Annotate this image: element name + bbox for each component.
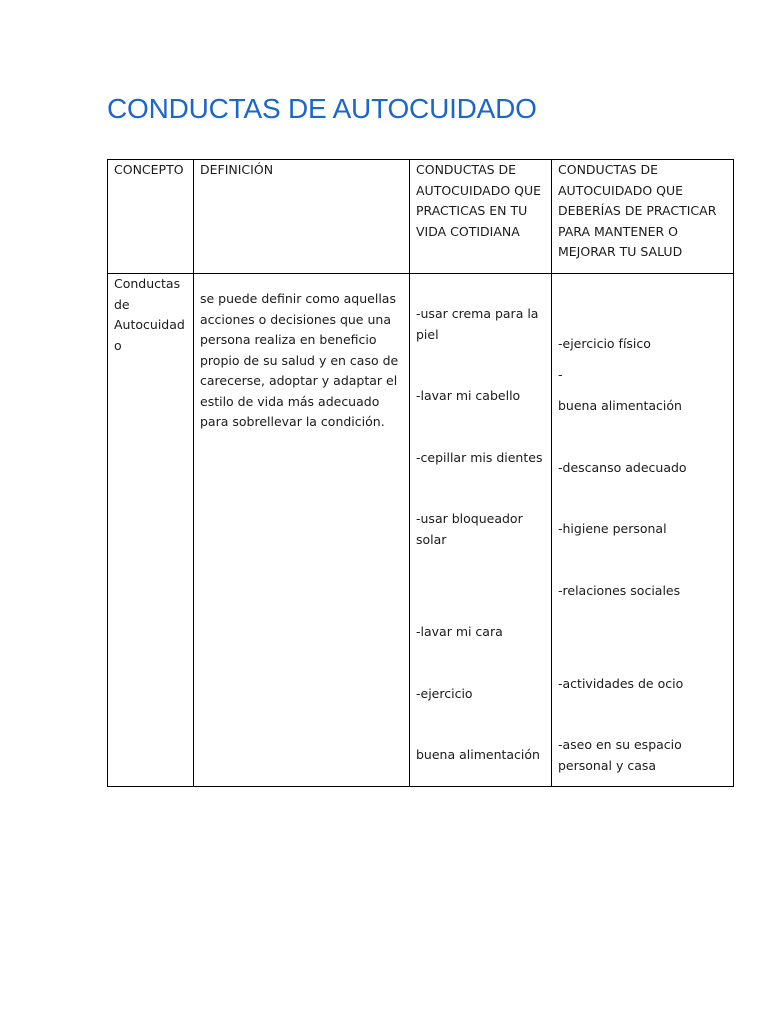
header-practicas [410,160,552,274]
header-definicion-label: DEFINICIÓN [200,162,274,177]
practices-cell [410,274,552,787]
header-deberias-label: CONDUCTAS DE AUTOCUIDADO QUE DEBERÍAS DE PRACTICAR PARA MANTENER O MEJORAR TU SALUD [558,162,717,259]
header-definicion [194,160,410,274]
practice-item: -lavar mi cabello [416,388,521,403]
practice-item: -usar bloqueador solar [416,511,523,547]
should-practice-item: -aseo en su espacio personal y casa [558,737,682,773]
should-practice-item: -ejercicio físico [558,336,651,351]
practice-item: -ejercicio [416,686,473,701]
table-header-row [108,160,734,274]
should-practice-item: -higiene personal [558,521,667,536]
should-practice-cell [552,274,734,787]
concept-cell [108,274,194,787]
should-practice-item: -descanso adecuado [558,460,687,475]
practice-item: -cepillar mis dientes [416,450,543,465]
self-care-table [107,159,734,787]
header-practicas-label: CONDUCTAS DE AUTOCUIDADO QUE PRACTICAS EN TU VIDA COTIDIANA [416,162,542,239]
practice-item: buena alimentación [416,747,540,762]
document-title: CONDUCTAS DE AUTOCUIDADO [107,93,537,124]
header-deberias [552,160,734,274]
definition-cell [194,274,410,787]
practice-item: -lavar mi cara [416,624,503,639]
table-row [108,274,734,787]
should-practice-item: buena alimentación [558,398,682,413]
definition-text: se puede definir como aquellas acciones o decisiones que una persona realiza en beneficio propio de su salud y en caso de carecerse, adoptar y adaptar el estilo de vida más adecuado para sobrellevar la condición. [200,291,399,429]
header-concepto [108,160,194,274]
should-practice-item: -actividades de ocio [558,676,684,691]
header-concepto-label: CONCEPTO [114,162,184,177]
practice-item: -usar crema para la piel [416,306,539,342]
should-practice-item: -relaciones sociales [558,583,681,598]
should-practice-item: - [558,367,563,382]
concept-text: Conductas de Autocuidado [114,276,185,353]
